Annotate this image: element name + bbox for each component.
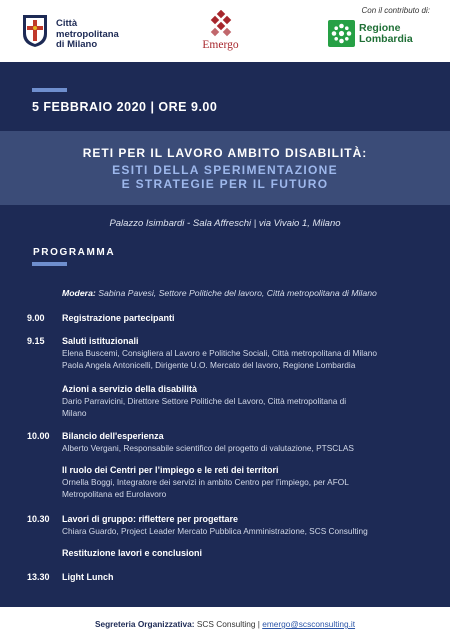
program-item-desc	[62, 347, 444, 371]
program-item-desc-line: Dario Parravicini, Direttore Settore Politiche del Lavoro, Città metropolitana di	[62, 396, 347, 406]
emergo-logo-label: Emergo	[202, 39, 239, 51]
footer-label: Segreteria Organizzativa:	[94, 619, 195, 629]
program-heading: PROGRAMMA	[33, 247, 116, 258]
program-item-time: 10.30	[27, 514, 50, 524]
event-venue: Palazzo Isimbardi - Sala Affreschi | via Vivaio 1, Milano	[109, 218, 341, 229]
moderator-line	[62, 288, 377, 298]
event-subtitle-line-1: ESITI DELLA SPERIMENTAZIONE	[112, 163, 338, 177]
accent-bar-program	[32, 262, 67, 266]
footer-org: SCS Consulting |	[196, 619, 260, 629]
program-item-desc-line: Metropolitana ed Eurolavoro	[62, 489, 167, 499]
program-item-title: Restituzione lavori e conclusioni	[62, 548, 203, 558]
footer-email-link[interactable]: emergo@scsconsulting.it	[262, 619, 356, 629]
program-item-time: 9.00	[27, 313, 45, 323]
regione-lombardia-logo	[328, 20, 426, 48]
program-item-desc-line: Milano	[62, 408, 87, 418]
program-item-desc	[62, 476, 444, 500]
program-item-title: Lavori di gruppo: riflettere per progettare	[62, 514, 239, 524]
program-item-desc-line: Elena Buscemi, Consigliera al Lavoro e Politiche Sociali, Città metropolitana di Milano	[62, 348, 377, 358]
program-item-desc-line: Paola Angela Antonicelli, Dirigente U.O. Mercato del lavoro, Regione Lombardia	[62, 360, 356, 370]
program-item-title: Registrazione partecipanti	[62, 313, 175, 323]
citta-metropolitana-logo-text	[56, 19, 119, 51]
region-logo-line-1: Regione	[359, 22, 401, 34]
regione-lombardia-text	[359, 23, 413, 45]
event-subtitle	[0, 163, 450, 191]
region-logo-line-2: Lombardia	[359, 33, 413, 45]
event-subtitle-line-2: E STRATEGIE PER IL FUTURO	[121, 177, 329, 191]
program-item-desc	[62, 395, 444, 419]
program-item-time: 13.30	[27, 572, 50, 582]
lombardia-rose-icon	[328, 20, 355, 47]
event-title: RETI PER IL LAVORO AMBITO DISABILITÀ:	[82, 146, 368, 160]
city-logo-line-3: di Milano	[56, 39, 98, 50]
moderator-text: Sabina Pavesi, Settore Politiche del lavoro, Città metropolitana di Milano	[98, 288, 377, 298]
program-item-desc-line: Chiara Guardo, Project Leader Mercato Pubblica Amministrazione, SCS Consulting	[62, 526, 368, 536]
program-item-title: Light Lunch	[62, 572, 114, 582]
city-logo-line-2: metropolitana	[56, 28, 119, 40]
program-item-desc-line: Ornella Boggi, Integratore dei servizi in ambito Centro per l’impiego, per AFOL	[62, 477, 349, 487]
program-item-desc-line: Alberto Vergani, Responsabile scientifico del progetto di valutazione, PTSCLAS	[62, 443, 354, 453]
emergo-logo	[193, 10, 248, 51]
event-date-time: 5 FEBBRAIO 2020 | ORE 9.00	[32, 100, 218, 114]
contribution-label: Con il contributo di:	[361, 6, 430, 15]
program-item-title: Bilancio dell'esperienza	[62, 431, 164, 441]
program-item-desc	[62, 525, 444, 537]
footer-line	[0, 619, 450, 629]
program-item-title: Il ruolo dei Centri per l’impiego e le reti dei territori	[62, 465, 279, 475]
moderator-label: Modera:	[62, 288, 96, 298]
header	[0, 0, 450, 62]
accent-bar-top	[32, 88, 67, 92]
program-item-title: Azioni a servizio della disabilità	[62, 384, 198, 394]
citta-metropolitana-crest-icon	[22, 14, 48, 48]
program-item-title: Saluti istituzionali	[62, 336, 139, 346]
emergo-diamond-icon	[206, 10, 236, 38]
title-band	[0, 131, 450, 205]
footer	[0, 607, 450, 638]
program-item-desc	[62, 442, 444, 454]
program-item-time: 9.15	[27, 336, 45, 346]
city-logo-line-1: Città	[56, 18, 78, 29]
program-item-time: 10.00	[27, 431, 50, 441]
